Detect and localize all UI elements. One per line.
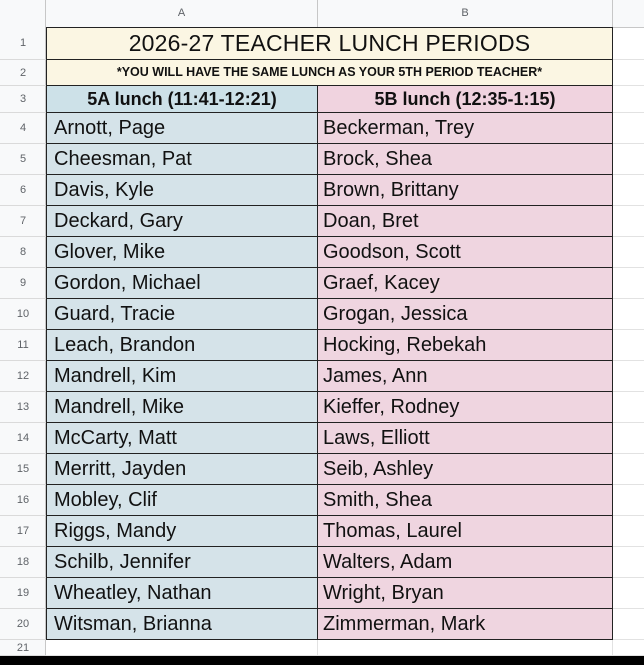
empty-cell[interactable] [613, 299, 644, 330]
table-row [0, 578, 644, 609]
teacher-5a-cell[interactable]: McCarty, Matt [46, 423, 318, 454]
teacher-5a-cell[interactable]: Gordon, Michael [46, 268, 318, 299]
empty-cell[interactable] [613, 330, 644, 361]
teacher-5a-cell[interactable]: Cheesman, Pat [46, 144, 318, 175]
note-cell[interactable]: *YOU WILL HAVE THE SAME LUNCH AS YOUR 5TH PERIOD TEACHER* [46, 60, 613, 86]
empty-cell[interactable] [613, 60, 644, 86]
empty-cell[interactable] [613, 640, 644, 656]
teacher-5a-cell[interactable]: Mobley, Clif [46, 485, 318, 516]
teacher-5a-cell[interactable]: Deckard, Gary [46, 206, 318, 237]
teacher-5b-cell[interactable]: Brock, Shea [318, 144, 613, 175]
row-number[interactable]: 4 [0, 113, 46, 144]
empty-cell[interactable] [613, 27, 644, 60]
row-number[interactable]: 13 [0, 392, 46, 423]
teacher-5b-cell[interactable]: Zimmerman, Mark [318, 609, 613, 640]
table-row [0, 485, 644, 516]
table-row [0, 268, 644, 299]
table-row [0, 237, 644, 268]
teacher-5a-cell[interactable]: Leach, Brandon [46, 330, 318, 361]
row-number[interactable]: 5 [0, 144, 46, 175]
teacher-5b-cell[interactable]: Walters, Adam [318, 547, 613, 578]
teacher-5a-cell[interactable]: Guard, Tracie [46, 299, 318, 330]
column-header-bar [0, 0, 644, 28]
teacher-5b-cell[interactable]: Grogan, Jessica [318, 299, 613, 330]
select-all-corner[interactable] [0, 0, 46, 27]
row-number[interactable]: 11 [0, 330, 46, 361]
empty-cell[interactable] [46, 640, 318, 656]
teacher-5b-cell[interactable]: Graef, Kacey [318, 268, 613, 299]
row-number[interactable]: 21 [0, 640, 46, 656]
table-row [0, 516, 644, 547]
table-row [0, 330, 644, 361]
teacher-5b-cell[interactable]: Seib, Ashley [318, 454, 613, 485]
table-row [0, 113, 644, 144]
empty-cell[interactable] [613, 237, 644, 268]
row-number[interactable]: 20 [0, 609, 46, 640]
teacher-5a-cell[interactable]: Riggs, Mandy [46, 516, 318, 547]
teacher-5a-cell[interactable]: Mandrell, Mike [46, 392, 318, 423]
empty-cell[interactable] [613, 392, 644, 423]
empty-cell[interactable] [613, 144, 644, 175]
row-number[interactable]: 9 [0, 268, 46, 299]
table-row [0, 206, 644, 237]
empty-cell[interactable] [613, 175, 644, 206]
row-number[interactable]: 6 [0, 175, 46, 206]
column-header-c[interactable] [613, 0, 644, 27]
empty-cell[interactable] [613, 609, 644, 640]
teacher-5b-cell[interactable]: Doan, Bret [318, 206, 613, 237]
row-number[interactable]: 1 [0, 27, 46, 60]
empty-cell[interactable] [613, 423, 644, 454]
sheet-row [0, 640, 644, 656]
teacher-5b-cell[interactable]: Beckerman, Trey [318, 113, 613, 144]
teacher-5b-cell[interactable]: Kieffer, Rodney [318, 392, 613, 423]
teacher-5a-cell[interactable]: Glover, Mike [46, 237, 318, 268]
row-number[interactable]: 8 [0, 237, 46, 268]
row-number[interactable]: 10 [0, 299, 46, 330]
row-number[interactable]: 18 [0, 547, 46, 578]
teacher-5a-cell[interactable]: Schilb, Jennifer [46, 547, 318, 578]
teacher-5b-cell[interactable]: Smith, Shea [318, 485, 613, 516]
empty-cell[interactable] [613, 547, 644, 578]
sheet-title-cell[interactable]: 2026-27 TEACHER LUNCH PERIODS [46, 27, 613, 60]
table-row [0, 361, 644, 392]
column-header-a[interactable]: A [46, 0, 318, 27]
empty-cell[interactable] [613, 516, 644, 547]
row-number[interactable]: 15 [0, 454, 46, 485]
empty-cell[interactable] [613, 113, 644, 144]
empty-cell[interactable] [613, 268, 644, 299]
teacher-5b-cell[interactable]: Brown, Brittany [318, 175, 613, 206]
row-number[interactable]: 2 [0, 60, 46, 86]
table-row [0, 392, 644, 423]
teacher-5a-cell[interactable]: Mandrell, Kim [46, 361, 318, 392]
table-row [0, 175, 644, 206]
teacher-5b-cell[interactable]: Thomas, Laurel [318, 516, 613, 547]
sheet-row [0, 60, 644, 86]
empty-cell[interactable] [318, 640, 613, 656]
teacher-5b-cell[interactable]: Laws, Elliott [318, 423, 613, 454]
empty-cell[interactable] [613, 86, 644, 113]
teacher-5b-cell[interactable]: Goodson, Scott [318, 237, 613, 268]
row-number[interactable]: 7 [0, 206, 46, 237]
teacher-5a-cell[interactable]: Arnott, Page [46, 113, 318, 144]
teacher-5a-cell[interactable]: Davis, Kyle [46, 175, 318, 206]
teacher-5a-cell[interactable]: Witsman, Brianna [46, 609, 318, 640]
empty-cell[interactable] [613, 361, 644, 392]
empty-cell[interactable] [613, 454, 644, 485]
row-number[interactable]: 19 [0, 578, 46, 609]
teacher-5a-cell[interactable]: Wheatley, Nathan [46, 578, 318, 609]
row-number[interactable]: 12 [0, 361, 46, 392]
table-row [0, 547, 644, 578]
empty-cell[interactable] [613, 206, 644, 237]
row-number[interactable]: 17 [0, 516, 46, 547]
sheet-row [0, 27, 644, 60]
empty-cell[interactable] [613, 578, 644, 609]
empty-cell[interactable] [613, 485, 644, 516]
row-number[interactable]: 3 [0, 86, 46, 113]
row-number[interactable]: 14 [0, 423, 46, 454]
table-row [0, 423, 644, 454]
header-5a-lunch[interactable]: 5A lunch (11:41-12:21) [46, 86, 318, 113]
sheet-row [0, 86, 644, 113]
table-row [0, 299, 644, 330]
table-row [0, 144, 644, 175]
header-5b-lunch[interactable]: 5B lunch (12:35-1:15) [318, 86, 613, 113]
teacher-5b-cell[interactable]: Wright, Bryan [318, 578, 613, 609]
teacher-5a-cell[interactable]: Merritt, Jayden [46, 454, 318, 485]
table-row [0, 609, 644, 640]
teacher-5b-cell[interactable]: Hocking, Rebekah [318, 330, 613, 361]
table-row [0, 454, 644, 485]
row-number[interactable]: 16 [0, 485, 46, 516]
column-header-b[interactable]: B [318, 0, 613, 27]
bottom-edge [0, 656, 644, 665]
teacher-5b-cell[interactable]: James, Ann [318, 361, 613, 392]
